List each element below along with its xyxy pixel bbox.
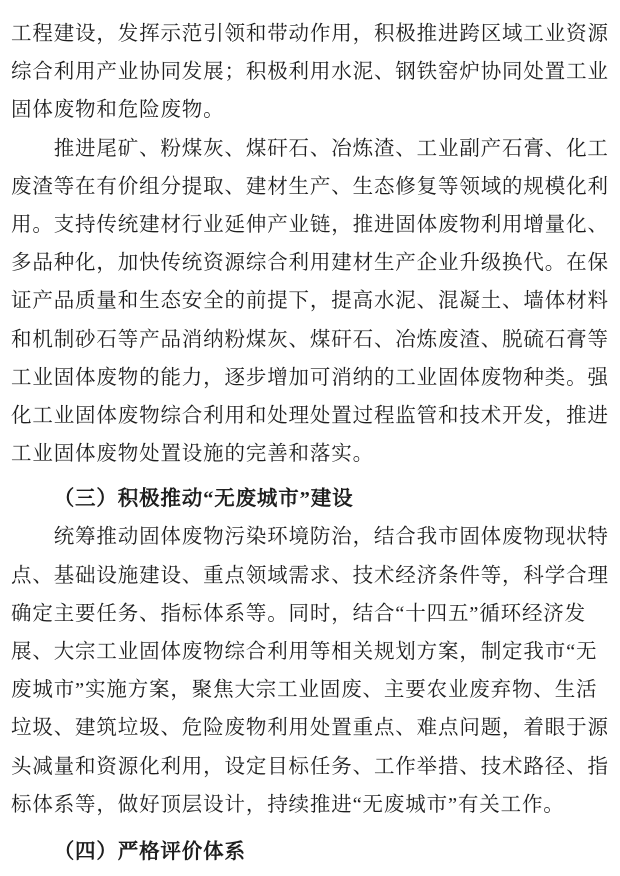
text-line: 化工业固体废物综合利用和处理处置过程监管和技术开发，推进 [11, 404, 609, 427]
text-line: 工业固体废物的能力，逐步增加可消纳的工业固体废物种类。强 [11, 366, 609, 389]
text-line: 标体系等，做好顶层设计，持续推进“无废城市”有关工作。 [11, 793, 565, 816]
text-line: 废渣等在有价组分提取、建材生产、生态修复等领域的规模化利 [11, 175, 609, 198]
paragraph-industrial-solid-waste [11, 130, 609, 474]
text-line: 展、大宗工业固体废物综合利用等相关规划方案，制定我市“无 [11, 641, 598, 663]
paragraph-continuation [11, 15, 609, 130]
text-line: 和机制砂石等产品消纳粉煤灰、煤矸石、冶炼废渣、脱硫石膏等 [11, 328, 609, 351]
section-heading-3-block [11, 480, 609, 518]
text-line: 多品种化，加快传统资源综合利用建材生产企业升级换代。在保 [11, 252, 609, 275]
text-line: 头减量和资源化利用，设定目标任务、工作举措、技术路径、指 [11, 755, 609, 778]
text-line: 废城市”实施方案，聚焦大宗工业固废、主要农业废弃物、生活 [11, 679, 598, 702]
section-heading: （三）积极推动“无废城市”建设 [53, 488, 354, 511]
text-line: 证产品质量和生态安全的前提下，提高水泥、混凝土、墙体材料 [11, 290, 609, 313]
section-heading: （四）严格评价体系 [53, 840, 246, 863]
text-line: 推进尾矿、粉煤灰、煤矸石、冶炼渣、工业副产石膏、化工 [53, 137, 609, 160]
text-line: 点、基础设施建设、重点领域需求、技术经济条件等，科学合理 [11, 564, 609, 587]
text-line: 工业固体废物处置设施的完善和落实。 [11, 443, 374, 466]
text-line: 统筹推动固体废物污染环境防治，结合我市固体废物现状特 [53, 526, 609, 549]
paragraph-waste-free-city [11, 518, 609, 824]
text-line: 确定主要任务、指标体系等。同时，结合“十四五”循环经济发 [11, 602, 586, 625]
text-line: 垃圾、建筑垃圾、危险废物利用处置重点、难点问题，着眼于源 [11, 717, 609, 740]
text-line: 用。支持传统建材行业延伸产业链，推进固体废物利用增量化、 [11, 213, 609, 236]
text-line: 工程建设，发挥示范引领和带动作用，积极推进跨区域工业资源 [11, 23, 609, 45]
text-line: 综合利用产业协同发展；积极利用水泥、钢铁窑炉协同处置工业 [11, 61, 609, 84]
section-heading-4-block [11, 833, 609, 871]
text-line: 固体废物和危险废物。 [11, 99, 225, 122]
